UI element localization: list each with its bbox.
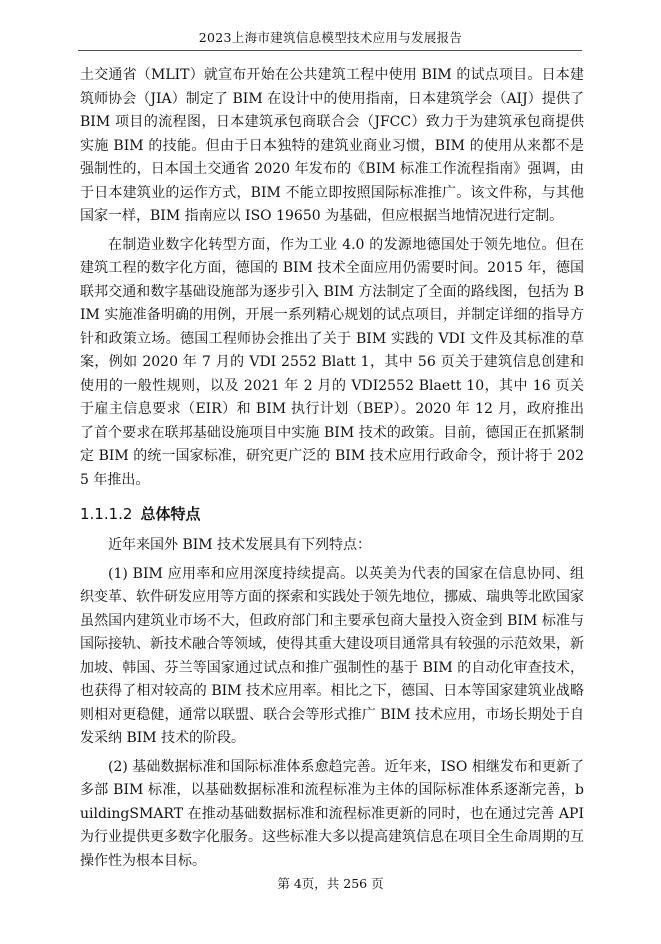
section-heading [80, 502, 584, 526]
running-header: 2023上海市建筑信息模型技术应用与发展报告 [198, 30, 463, 45]
paragraph-japan-bim: 土交通省（MLIT）就宣布开始在公共建筑工程中使用 BIM 的试点项目。日本建筑师协会（JIA）制定了 BIM 在设计中的使用指南，日本建筑学会（AIJ）提供了 BIM 项目的流程图，日本建筑承包商联合会（JFCC）致力于为建筑承包商提供实施 BIM 的技能。但由于日本独特的建筑业商业习惯，BIM 的使用从来都不是强制性的，日本国土交通省 2020 年发布的《BIM 标准工作流程指南》强调，由于日本建筑业的运作方式，BIM 不能立即按照国际标准推广。该文件称，与其他国家一样，BIM 指南应以 ISO 19650 为基础，但应根据当地情况进行定制。 [80, 67, 584, 224]
page-number: 第 4页，共 256 页 [277, 876, 384, 891]
paragraph-point-1: (1) BIM 应用率和应用深度持续提高。以英美为代表的国家在信息协同、组织变革、软件研发应用等方面的探索和实践处于领先地位，挪威、瑞典等北欧国家虽然国内建筑业市场不大，但政府部门和主要承包商大量投入资金到 BIM 标准与国际接轨、新技术融合等领域，使得其重大建设项目通常具有较强的示范效果，新加坡、韩国、芬兰等国家通过试点和推广强制性的基于 BIM 的自动化审查技术，也获得了相对较高的 BIM 技术应用率。相比之下，德国、日本等国家建筑业战略则相对更稳健，通常以联盟、联合会等形式推广 BIM 技术应用，市场长期处于自发采纳 BIM 技术的阶段。 [80, 565, 584, 746]
paragraph-intro: 近年来国外 BIM 技术发展具有下列特点： [108, 537, 372, 553]
header-divider [78, 50, 582, 51]
section-number: 1.1.1.2 [80, 505, 133, 523]
section-title: 总体特点 [140, 505, 201, 523]
paragraph-point-2: (2) 基础数据标准和国际标准体系愈趋完善。近年来，ISO 相继发布和更新了多部 BIM 标准，以基础数据标准和流程标准为主体的国际标准体系逐渐完善，buildingSMART 在推动基础数据标准和流程标准更新的同时，也在通过完善 API 为行业提供更多数字化服务。这些标准大多以提高建筑信息在项目全生命周期的互操作性为根本目标。 [80, 758, 584, 869]
page-body [80, 64, 584, 873]
paragraph-germany-bim: 在制造业数字化转型方面，作为工业 4.0 的发源地德国处于领先地位。但在建筑工程的数字化方面，德国的 BIM 技术全面应用仍需要时间。2015 年，德国联邦交通和数字基础设施部为逐步引入 BIM 方法制定了全面的路线图，包括为 BIM 实施准备明确的用例，开展一系列精心规划的试点项目，并制定详细的指导方针和政策立场。德国工程师协会推出了关于 BIM 实践的 VDI 文件及其标准的草案，例如 2020 年 7 月的 VDI 2552 Blatt 1，其中 56 页关于建筑信息创建和使用的一般性规则，以及 2021 年 2 月的 VDI2552 Blaett 10，其中 16 页关于雇主信息要求（EIR）和 BIM 执行计划（BEP）。2020 年 12 月，政府推出了首个要求在联邦基础设施项目中实施 BIM 技术的政策。目前，德国正在抓紧制定 BIM 的统一国家标准，研究更广泛的 BIM 技术应用行政命令，预计将于 2025 年推出。 [80, 236, 584, 488]
